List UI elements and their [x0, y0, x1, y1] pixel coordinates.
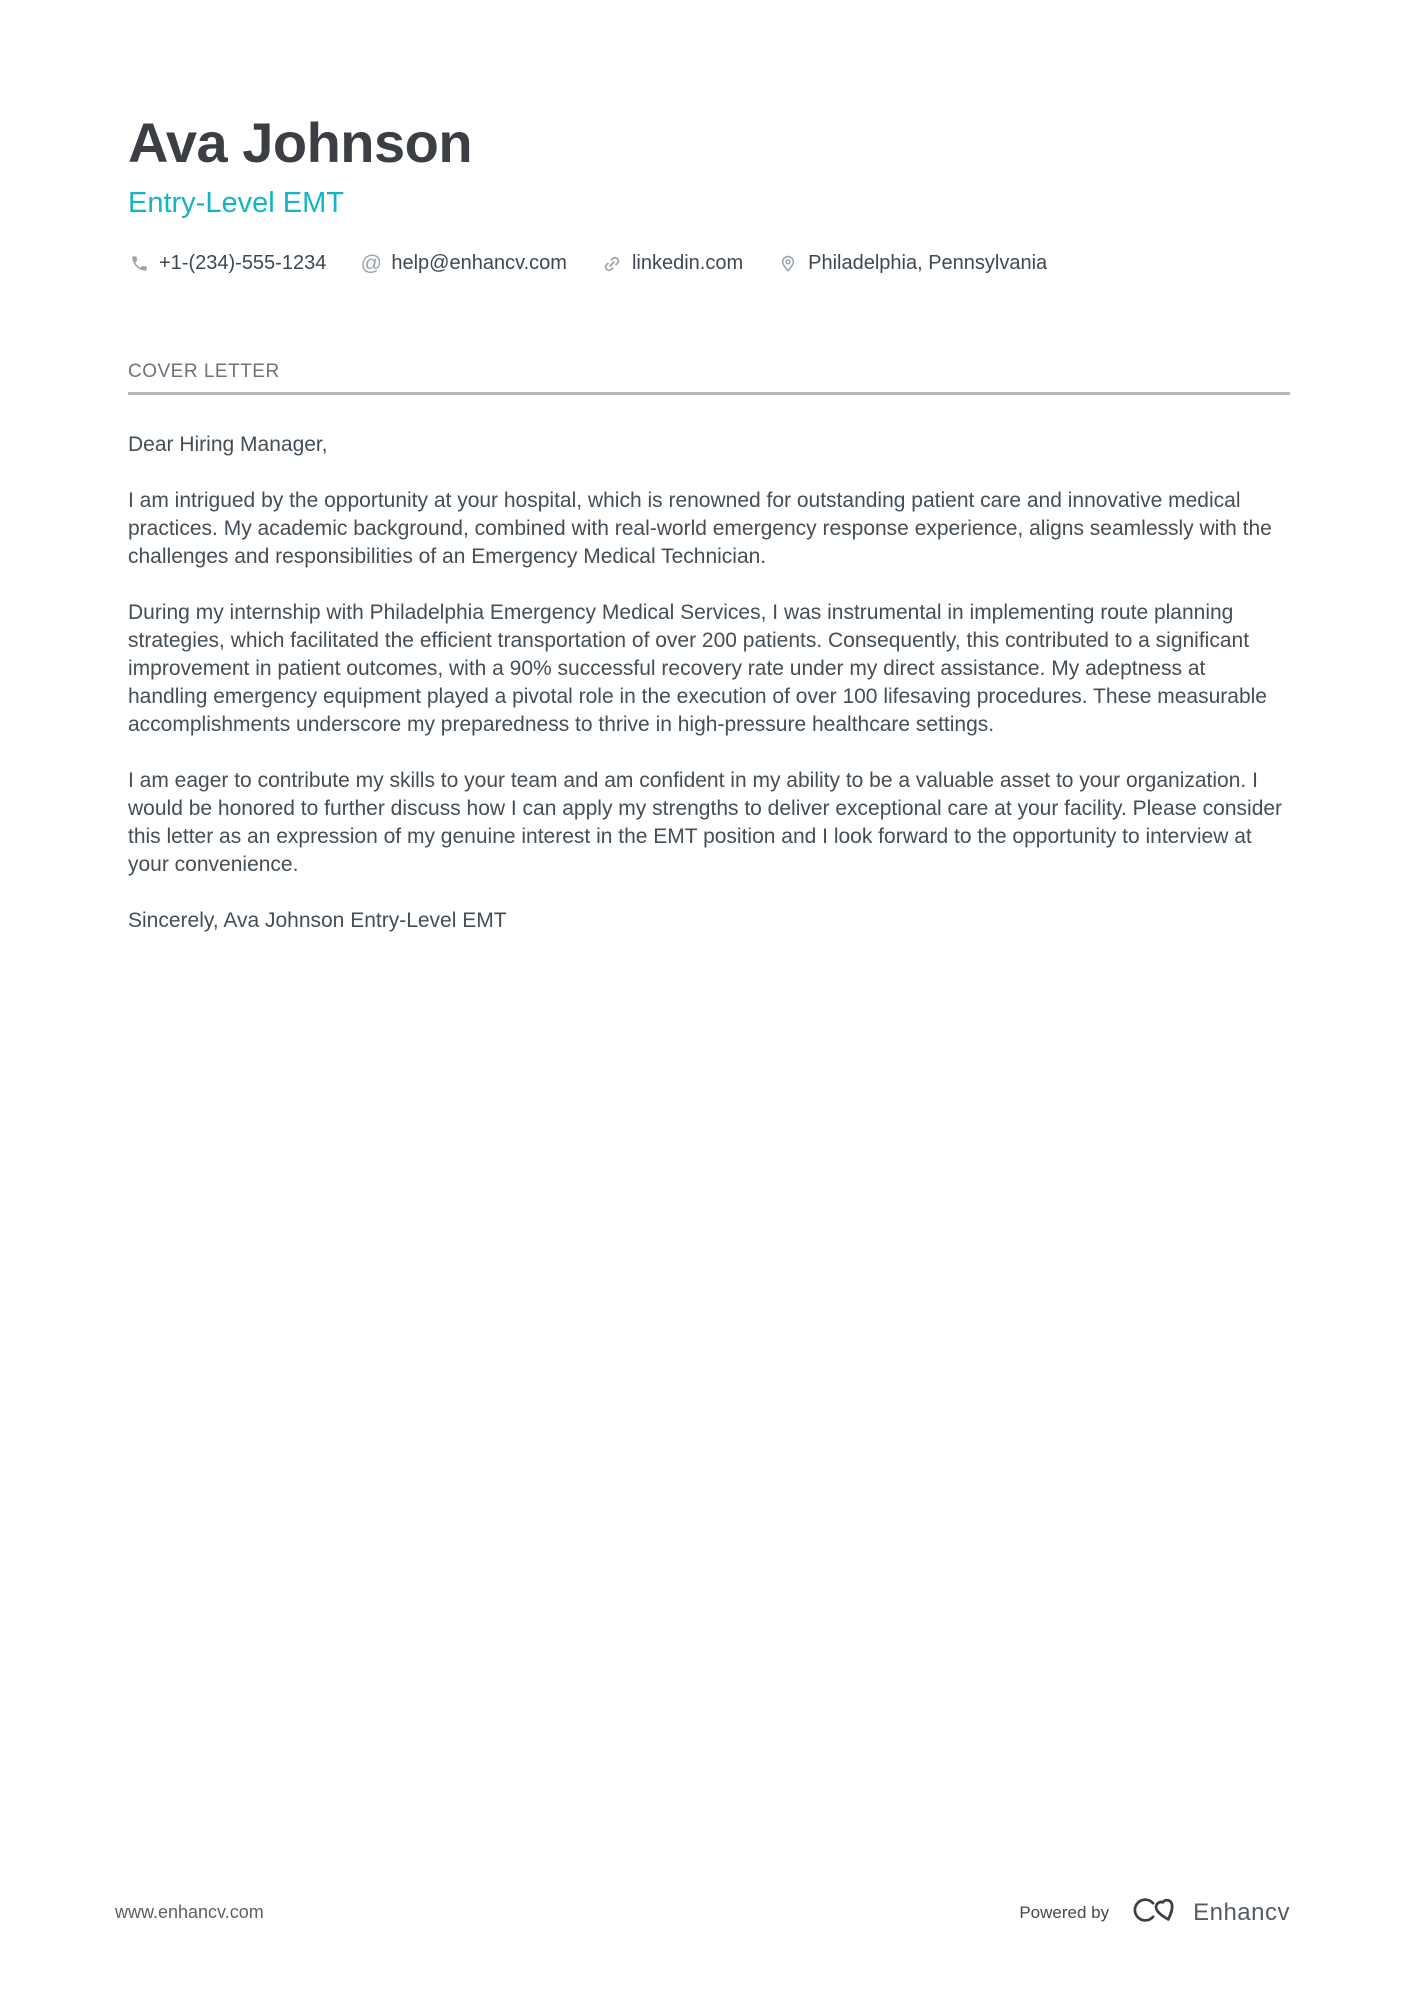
- letter-paragraph: I am eager to contribute my skills to your team and am confident in my ability to be a valuable asset to your organization. I would be honored to further discuss how I can apply my strengths to deliver exceptional care at your facility. Please consider this letter as an expression of my genuine interest in the EMT position and I look forward to the opportunity to interview at your convenience.: [128, 769, 1283, 877]
- section-heading: COVER LETTER: [128, 361, 280, 383]
- enhancv-wordmark: Enhancv: [1193, 1898, 1290, 1926]
- at-icon: @: [360, 252, 382, 276]
- contact-row: [128, 252, 1290, 275]
- location-pin-icon: [777, 253, 799, 275]
- footer-branding: [1019, 1892, 1290, 1933]
- page-content: [0, 0, 1410, 935]
- enhancv-infinity-heart-logo: [1125, 1892, 1183, 1933]
- page-footer: [0, 1892, 1410, 1933]
- contact-email-value[interactable]: help@enhancv.com: [391, 252, 567, 275]
- contact-linkedin[interactable]: [601, 252, 743, 275]
- section-divider: [128, 392, 1290, 395]
- letter-paragraph: I am intrigued by the opportunity at your hospital, which is renowned for outstanding patient care and innovative medical practices. My academic background, combined with real-world emergency response experience, aligns seamlessly with the challenges and responsibilities of an Emergency Medical Technician.: [128, 489, 1272, 569]
- contact-linkedin-value[interactable]: linkedin.com: [631, 252, 744, 275]
- letter-body: [128, 431, 1290, 935]
- contact-email[interactable]: [360, 252, 567, 275]
- letter-paragraph: During my internship with Philadelphia Emergency Medical Services, I was instrumental in implementing route planning strategies, which facilitated the efficient transportation of over 200 patients. Consequently, this contributed to a significant improvement in patient outcomes, with a 90% successful recovery rate under my direct assistance. My adeptness at handling emergency equipment played a pivotal role in the execution of over 100 lifesaving procedures. These measurable accomplishments underscore my preparedness to thrive in high-pressure healthcare settings.: [128, 601, 1267, 737]
- salutation: Dear Hiring Manager,: [128, 433, 328, 457]
- contact-location: [777, 252, 1047, 275]
- contact-phone-value: +1-(234)-555-1234: [159, 252, 327, 275]
- contact-phone: [128, 252, 326, 275]
- header: [128, 112, 1290, 275]
- contact-location-value: Philadelphia, Pennsylvania: [808, 252, 1048, 275]
- person-name: Ava Johnson: [128, 111, 473, 174]
- powered-by-label: Powered by: [1019, 1902, 1110, 1922]
- enhancv-brand-link[interactable]: [1125, 1892, 1290, 1933]
- letter-closing: Sincerely, Ava Johnson Entry-Level EMT: [128, 909, 507, 933]
- link-icon: [601, 253, 623, 275]
- phone-icon: [128, 253, 150, 275]
- job-title: Entry-Level EMT: [128, 186, 344, 219]
- footer-website-link[interactable]: www.enhancv.com: [115, 1902, 264, 1922]
